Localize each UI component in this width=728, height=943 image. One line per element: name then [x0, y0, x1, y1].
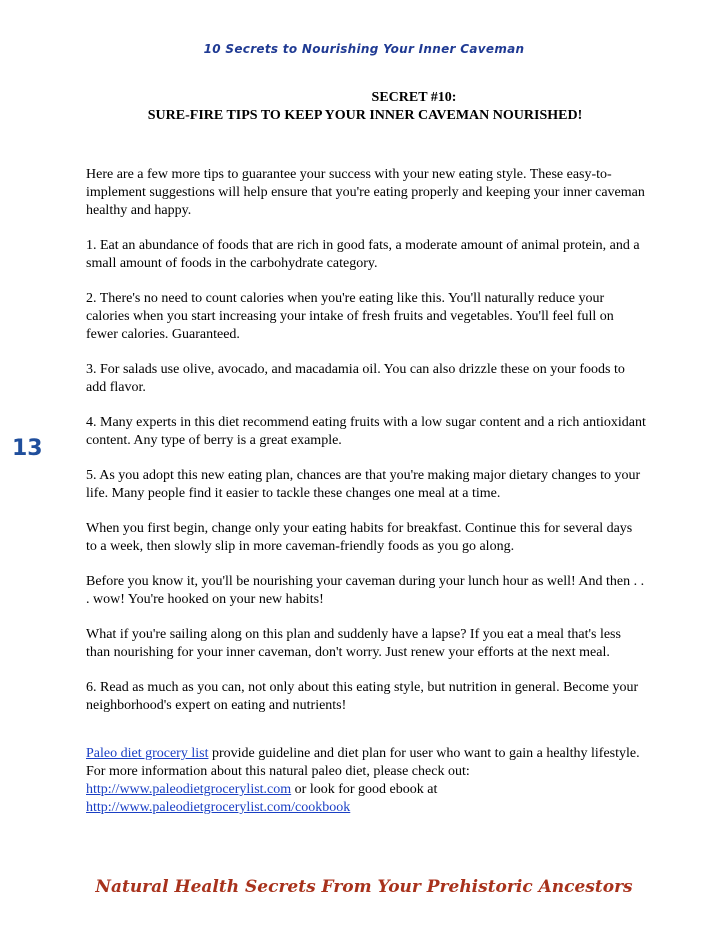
section-title: [40, 89, 690, 125]
tip-1-paragraph: 1. Eat an abundance of foods that are rich in good fats, a moderate amount of animal protein, and a small amount of foods in the carbohydrate category.: [86, 238, 640, 271]
lapse-paragraph: What if you're sailing along on this plan and suddenly have a lapse? If you eat a meal that's less than nourishing for your inner caveman, don't worry. Just renew your efforts at the next meal.: [86, 627, 621, 660]
intro-paragraph: Here are a few more tips to guarantee your success with your new eating style. These easy-to-implement suggestions will help ensure that you're eating properly and keeping your inner caveman healthy and happy.: [86, 167, 645, 218]
tip-6-paragraph: 6. Read as much as you can, not only about this eating style, but nutrition in general. Become your neighborhood's expert on eating and nutrients!: [86, 680, 639, 713]
section-title-text: SURE-FIRE TIPS TO KEEP YOUR INNER CAVEMAN NOURISHED!: [147, 108, 583, 123]
breakfast-paragraph: When you first begin, change only your eating habits for breakfast. Continue this for several days to a week, then slowly slip in more caveman-friendly foods as you go along.: [86, 521, 633, 554]
promo-text-2: or look for good ebook at: [291, 782, 438, 797]
tip-3-paragraph: 3. For salads use olive, avocado, and macadamia oil. You can also drizzle these on your foods to add flavor.: [86, 362, 625, 395]
lunch-paragraph: Before you know it, you'll be nourishing your caveman during your lunch hour as well! And then . . . wow! You're hooked on your new habits!: [86, 574, 645, 607]
page-number: 13: [12, 436, 43, 461]
promo-paragraph: [86, 745, 646, 817]
tip-2-paragraph: 2. There's no need to count calories when you're eating like this. You'll naturally reduce your calories when you start increasing your intake of fresh fruits and vegetables. You'll feel full on fewer calories. Guaranteed.: [86, 291, 614, 342]
grocery-list-link[interactable]: Paleo diet grocery list: [86, 746, 209, 761]
footer-tagline: Natural Health Secrets From Your Prehistoric Ancestors: [95, 877, 633, 897]
promo-text-1: provide guideline and diet plan for user who want to gain a healthy lifestyle. For more information about this natural paleo diet, please check out:: [86, 746, 640, 779]
body-content: [86, 166, 646, 834]
running-header: 10 Secrets to Nourishing Your Inner Caveman: [203, 42, 525, 56]
section-title-number: SECRET #10:: [371, 90, 457, 105]
tip-5-paragraph: 5. As you adopt this new eating plan, chances are that you're making major dietary changes to your life. Many people find it easier to tackle these changes one meal at a time.: [86, 468, 641, 501]
homepage-link[interactable]: http://www.paleodietgrocerylist.com: [86, 782, 292, 797]
tip-4-paragraph: 4. Many experts in this diet recommend eating fruits with a low sugar content and a rich antioxidant content. Any type of berry is a great example.: [86, 415, 646, 448]
cookbook-link[interactable]: http://www.paleodietgrocerylist.com/cookbook: [86, 800, 351, 815]
